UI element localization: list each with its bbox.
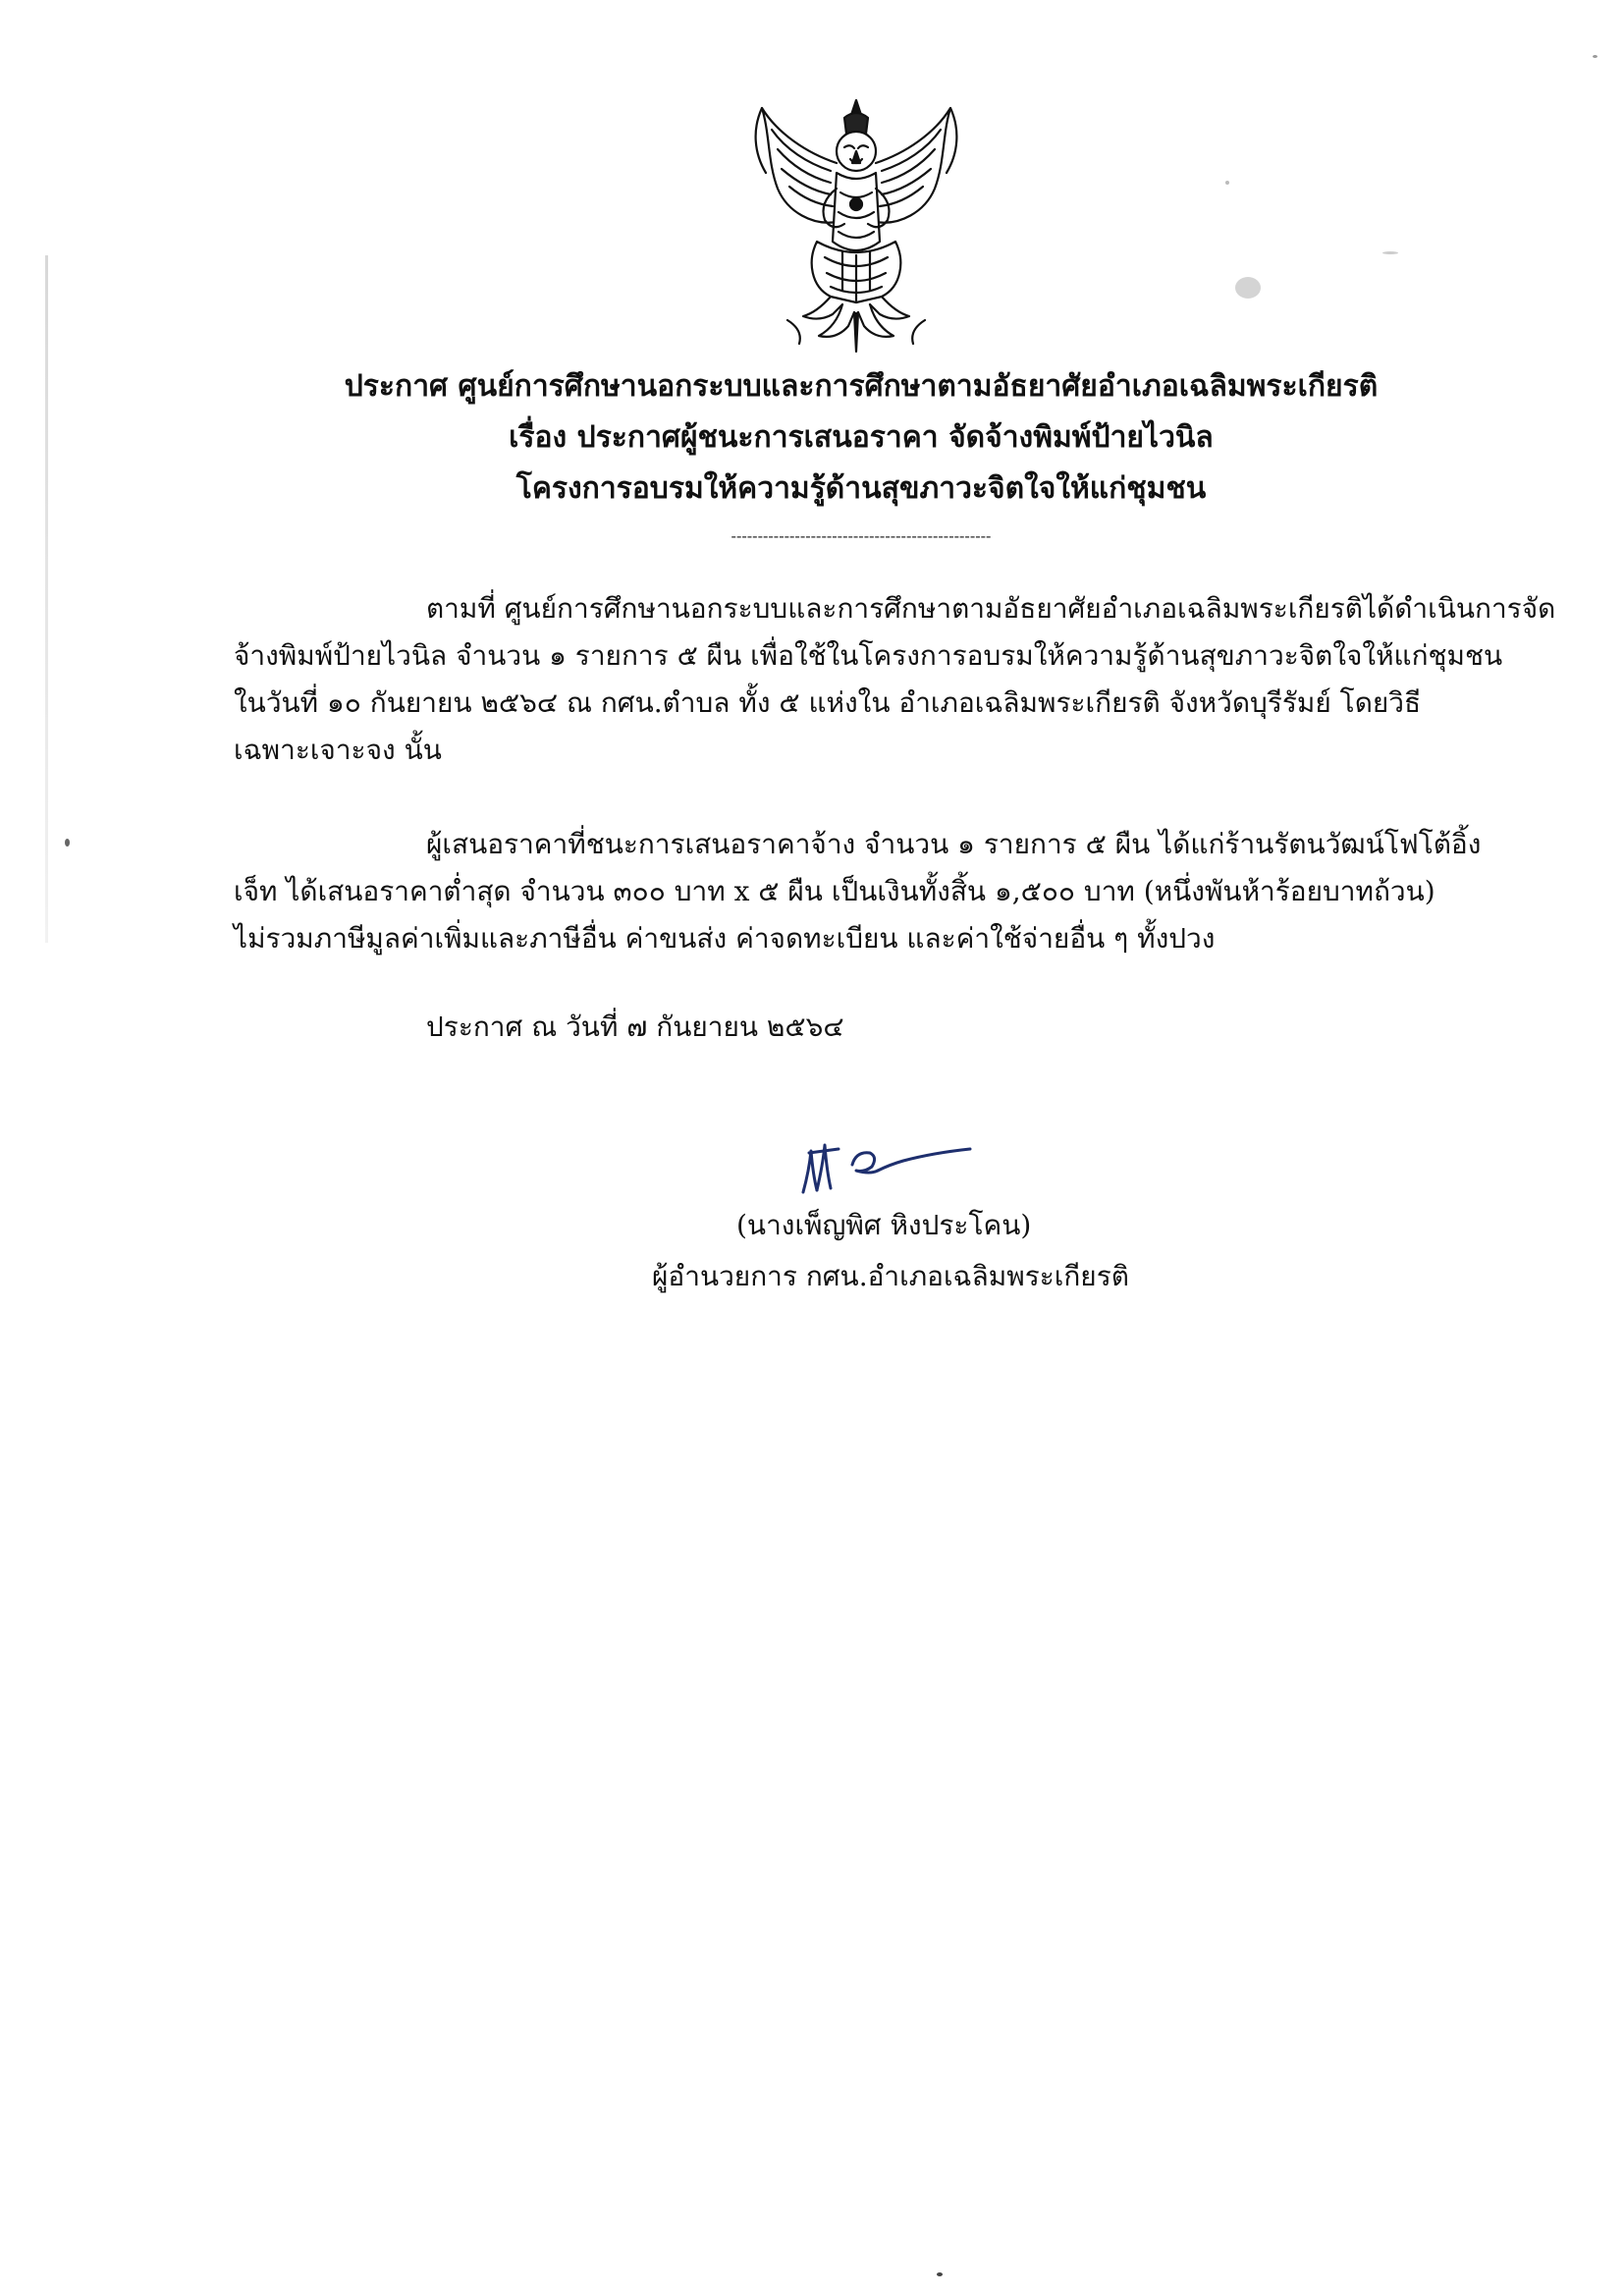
- paragraph-announcement: [234, 585, 1556, 774]
- signature-image: [795, 1131, 982, 1210]
- signer-name: (นางเพ็ญพิศ หิงประโคน): [736, 1209, 1032, 1241]
- scan-speck: [65, 839, 70, 847]
- signer-title: ผู้อำนวยการ กศน.อำเภอเฉลิมพระเกียรติ: [652, 1260, 1129, 1292]
- paragraph-line: ในวันที่ ๑๐ กันยายน ๒๕๖๔ ณ กศน.ตำบล ทั้ง ๕ แห่งใน อำเภอเฉลิมพระเกียรติ จังหวัดบุรีรัมย์ โดยวิธี: [234, 686, 1422, 719]
- heading-line-3: โครงการอบรมให้ความรู้ด้านสุขภาวะจิตใจให้แก่ชุมชน: [515, 471, 1207, 506]
- paragraph-line: ตามที่ ศูนย์การศึกษานอกระบบและการศึกษาตามอัธยาศัยอำเภอเฉลิมพระเกียรติได้ดำเนินการจัด: [426, 592, 1556, 625]
- scan-edge-shadow: [45, 255, 48, 943]
- scan-speck: [1235, 277, 1261, 299]
- announcement-date: ประกาศ ณ วันที่ ๗ กันยายน ๒๕๖๔: [426, 1011, 844, 1043]
- heading-divider: -------------------------------------------------: [731, 526, 992, 545]
- paragraph-winner: [234, 821, 1549, 962]
- paragraph-line: ไม่รวมภาษีมูลค่าเพิ่มและภาษีอื่น ค่าขนส่ง ค่าจดทะเบียน และค่าใช้จ่ายอื่น ๆ ทั้งปวง: [234, 922, 1216, 955]
- scan-speck: [1593, 55, 1597, 58]
- scan-speck: [937, 2272, 943, 2276]
- paragraph-line: เจ็ท ได้เสนอราคาต่ำสุด จำนวน ๓๐๐ บาท x ๕ ผืน เป็นเงินทั้งสิ้น ๑,๕๐๐ บาท (หนึ่งพันห้าร้อยบาทถ้วน): [234, 875, 1435, 907]
- scan-speck: [1225, 181, 1229, 185]
- paragraph-line: ผู้เสนอราคาที่ชนะการเสนอราคาจ้าง จำนวน ๑ รายการ ๕ ผืน ได้แก่ร้านรัตนวัฒน์โฟโต้อิ้ง: [426, 828, 1482, 860]
- paragraph-line: เฉพาะเจาะจง นั้น: [234, 734, 442, 766]
- heading-line-1: ประกาศ ศูนย์การศึกษานอกระบบและการศึกษาตามอัธยาศัยอำเภอเฉลิมพระเกียรติ: [344, 369, 1379, 404]
- garuda-emblem-icon: [748, 94, 964, 359]
- scan-speck: [1382, 251, 1398, 254]
- heading-line-2: เรื่อง ประกาศผู้ชนะการเสนอราคา จัดจ้างพิมพ์ป้ายไวนิล: [509, 420, 1214, 455]
- paragraph-line: จ้างพิมพ์ป้ายไวนิล จำนวน ๑ รายการ ๕ ผืน เพื่อใช้ในโครงการอบรมให้ความรู้ด้านสุขภาวะจิตใจให้แก่ชุมชน: [234, 639, 1503, 672]
